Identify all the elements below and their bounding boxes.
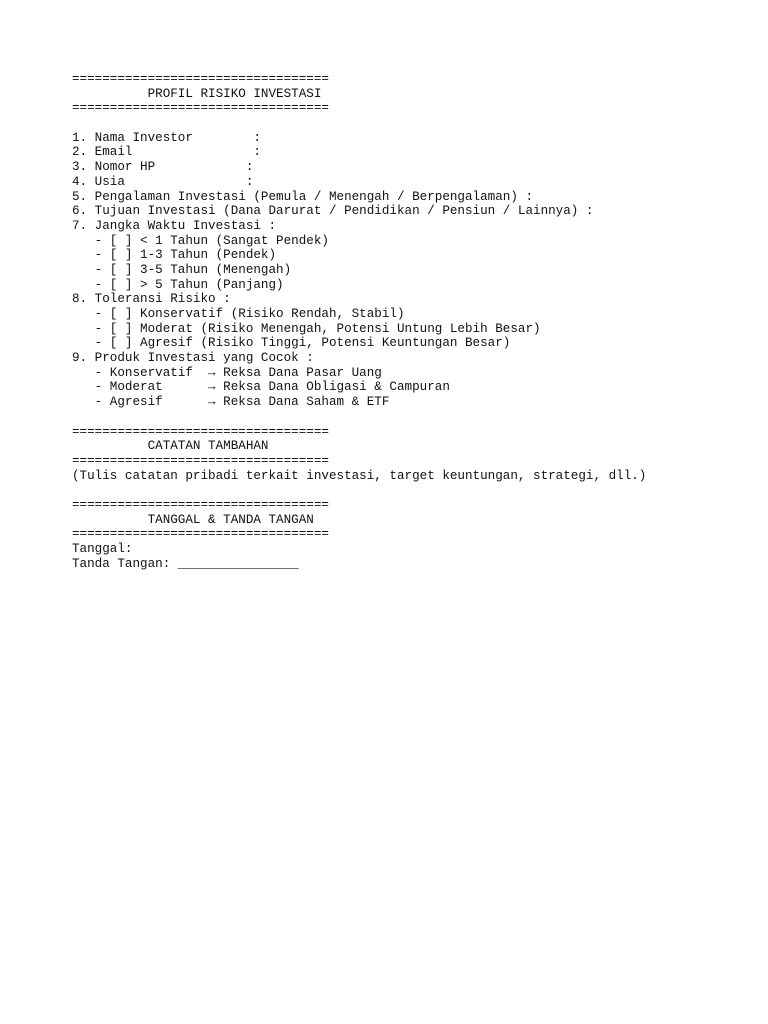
produk-item: - Konservatif → Reksa Dana Pasar Uang	[72, 365, 382, 380]
option-jangka-waktu: - [ ] 1-3 Tahun (Pendek)	[72, 248, 277, 263]
document-title: PROFIL RISIKO INVESTASI	[72, 86, 322, 101]
tanda-tangan-rule-top: ==================================	[72, 497, 329, 512]
produk-item: - Agresif → Reksa Dana Saham & ETF	[72, 395, 390, 410]
header-rule-bottom: ==================================	[72, 101, 329, 116]
field-toleransi-risiko: 8. Toleransi Risiko :	[72, 292, 231, 307]
option-toleransi: - [ ] Konservatif (Risiko Rendah, Stabil)	[72, 307, 405, 321]
document-page	[72, 72, 712, 571]
field-email: 2. Email :	[72, 145, 261, 160]
header-rule-top: ==================================	[72, 72, 329, 86]
option-jangka-waktu: - [ ] 3-5 Tahun (Menengah)	[72, 262, 292, 277]
tanda-tangan-rule-bottom: ==================================	[72, 527, 329, 542]
option-toleransi: - [ ] Moderat (Risiko Menengah, Potensi Untung Lebih Besar)	[72, 321, 541, 336]
field-tanda-tangan: Tanda Tangan: ________________	[72, 556, 299, 571]
field-tanggal: Tanggal:	[72, 542, 133, 556]
option-toleransi: - [ ] Agresif (Risiko Tinggi, Potensi Keuntungan Besar)	[72, 336, 511, 351]
tanda-tangan-title: TANGGAL & TANDA TANGAN	[72, 512, 314, 527]
field-usia: 4. Usia :	[72, 174, 254, 189]
catatan-rule-top: ==================================	[72, 424, 329, 439]
spacer	[72, 116, 712, 131]
catatan-rule-bottom: ==================================	[72, 453, 329, 468]
option-jangka-waktu: - [ ] > 5 Tahun (Panjang)	[72, 277, 284, 292]
option-jangka-waktu: - [ ] < 1 Tahun (Sangat Pendek)	[72, 233, 329, 248]
field-tujuan-investasi: 6. Tujuan Investasi (Dana Darurat / Pendidikan / Pensiun / Lainnya) :	[72, 204, 594, 219]
field-jangka-waktu: 7. Jangka Waktu Investasi :	[72, 218, 277, 233]
spacer	[72, 410, 712, 425]
field-pengalaman-investasi: 5. Pengalaman Investasi (Pemula / Menengah / Berpengalaman) :	[72, 189, 534, 204]
field-nomor-hp: 3. Nomor HP :	[72, 160, 254, 175]
catatan-note: (Tulis catatan pribadi terkait investasi, target keuntungan, strategi, dll.)	[72, 468, 647, 483]
field-nama-investor: 1. Nama Investor :	[72, 130, 261, 145]
field-produk-investasi: 9. Produk Investasi yang Cocok :	[72, 351, 314, 366]
catatan-title: CATATAN TAMBAHAN	[72, 439, 269, 454]
produk-item: - Moderat → Reksa Dana Obligasi & Campuran	[72, 380, 450, 395]
spacer	[72, 483, 712, 498]
